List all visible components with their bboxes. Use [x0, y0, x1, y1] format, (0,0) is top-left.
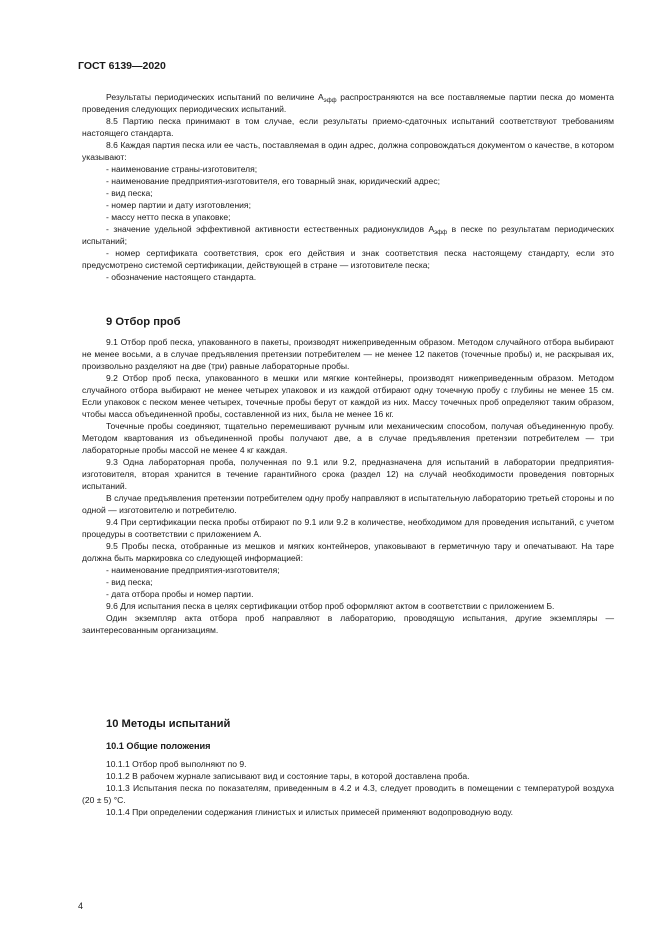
paragraph: 9.1 Отбор проб песка, упакованного в пакеты, производят нижеприведенным образом. Методом случайного отбора выбирают не менее восьми, а в случае предъявления претензии потребителем — не менее 12 пакетов (точечные пробы) и, не раскрывая их, произвольно разделяют на две (три) равные лабораторные пробы. — [82, 337, 614, 371]
section-9-title: 9 Отбор проб — [106, 316, 181, 328]
list-item: - наименование предприятия-изготовителя; — [106, 565, 280, 575]
paragraph: 10.1.2 В рабочем журнале записывают вид и состояние тары, в которой доставлена проба. — [106, 771, 470, 781]
paragraph: 9.5 Пробы песка, отобранные из мешков и мягких контейнеров, упаковывают в герметичную тару и опечатывают. На таре должна быть маркировка со следующей информацией: — [82, 541, 614, 563]
list-item: - дата отбора пробы и номер партии. — [106, 589, 254, 599]
paragraph: 9.4 При сертификации песка пробы отбирают по 9.1 или 9.2 в количестве, необходимом для проведения испытаний, с учетом процедуры в соответствии с приложением А. — [82, 517, 614, 539]
section-9-heading-wrap — [82, 315, 614, 329]
subsection-10-1-heading-wrap — [82, 740, 614, 752]
paragraph: 9.6 Для испытания песка в целях сертификации отбор проб оформляют актом в соответствии с приложением Б. — [106, 601, 555, 611]
paragraph: 10.1.3 Испытания песка по показателям, приведенным в 4.2 и 4.3, следует проводить в помещении с температурой воздуха (20 ± 5) °С. — [82, 783, 614, 805]
list-item: - массу нетто песка в упаковке; — [106, 212, 231, 222]
section-8-continuation — [82, 91, 614, 283]
section-9 — [82, 336, 614, 636]
paragraph: 9.2 Отбор проб песка, упакованного в мешки или мягкие контейнеры, производят нижеприведенным образом. Методом случайного отбора выбирают не менее четырех упаковок и из каждой отбирают одну точечную пробу с глубины не менее 15 см. Если упаковок с песком менее четырех, точечные пробы берут от каждой из них. Массу точечных проб определяют таким образом, чтобы масса объединенной пробы, составленной из них, была не менее 16 кг. — [82, 373, 614, 419]
list-item: - номер сертификата соответствия, срок его действия и знак соответствия песка настоящему стандарту, если это предусмотрено системой сертификации, действующей в стране — изготовителе песка; — [82, 248, 614, 270]
paragraph: Результаты периодических испытаний по величине $А_{эфф}$ распространяются на все поставляемые партии песка до момента проведения следующих периодических испытаний. — [82, 92, 615, 114]
list-item: - номер партии и дату изготовления; — [106, 200, 251, 210]
list-item: - наименование страны-изготовителя; — [106, 164, 258, 174]
section-10-title: 10 Методы испытаний — [106, 718, 231, 730]
paragraph: 8.6 Каждая партия песка или ее часть, поставляемая в один адрес, должна сопровождаться документом о качестве, в котором указывают: — [82, 140, 614, 162]
subsection-10-1-title: 10.1 Общие положения — [106, 741, 211, 751]
paragraph: 10.1.1 Отбор проб выполняют по 9. — [106, 759, 247, 769]
paragraph: 8.5 Партию песка принимают в том случае, если результаты приемо-сдаточных испытаний соответствуют требованиям настоящего стандарта. — [82, 116, 614, 138]
paragraph: 9.3 Одна лабораторная проба, полученная по 9.1 или 9.2, предназначена для испытаний в лаборатории предприятия-изготовителя, вторая хранится в течение гарантийного срока (раздел 12) на случай необходимости проведения повторных испытаний. — [82, 457, 614, 491]
list-item: - обозначение настоящего стандарта. — [106, 272, 257, 282]
list-item: - вид песка; — [106, 577, 153, 587]
section-10-heading-wrap — [82, 717, 614, 731]
list-item: - значение удельной эффективной активности естественных радионуклидов $А_{эфф}$ в песке по результатам периодических испытаний; — [82, 224, 614, 246]
paragraph: Точечные пробы соединяют, тщательно перемешивают ручным или механическим способом, получая объединенную пробу. Методом квартования из объединенной пробы получают две, а в случае предъявления претензии потребителем — три лабораторные пробы массой не менее 4 кг каждая. — [82, 421, 614, 455]
paragraph: Один экземпляр акта отбора проб направляют в лабораторию, проводящую испытания, другие экземпляры — заинтересованным организациям. — [82, 613, 614, 635]
document-header: ГОСТ 6139—2020 — [78, 60, 166, 72]
list-item: - вид песка; — [106, 188, 153, 198]
page-number: 4 — [78, 901, 84, 911]
list-item: - наименование предприятия-изготовителя, его товарный знак, юридический адрес; — [106, 176, 440, 186]
paragraph: В случае предъявления претензии потребителем одну пробу направляют в испытательную лабораторию третьей стороны и по одной — изготовителю и потребителю. — [82, 493, 614, 515]
section-10 — [82, 758, 614, 818]
paragraph: 10.1.4 При определении содержания глинистых и илистых примесей применяют водопроводную воду. — [106, 807, 514, 817]
